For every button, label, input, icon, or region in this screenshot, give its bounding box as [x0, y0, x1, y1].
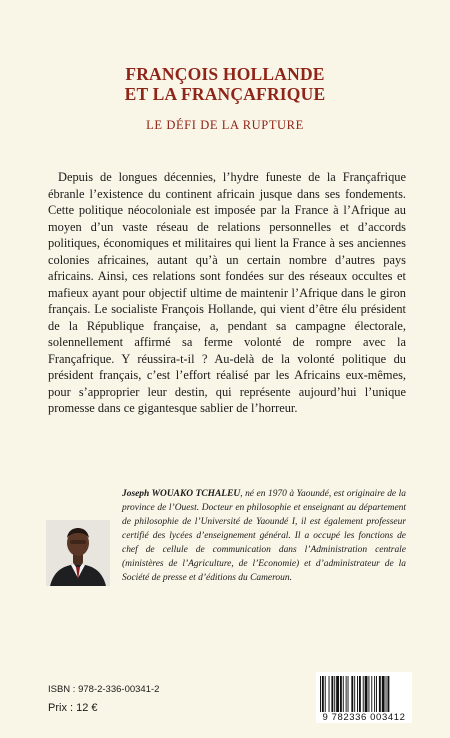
book-title	[0, 64, 450, 104]
book-title-line-1: FRANÇOIS HOLLANDE	[125, 64, 325, 84]
author-photo	[46, 520, 110, 586]
isbn: ISBN : 978-2-336-00341-2	[48, 684, 160, 695]
author-photo-icon	[46, 520, 110, 586]
author-bio	[122, 487, 406, 585]
barcode-icon	[316, 672, 412, 714]
author-bio-text: , né en 1970 à Yaoundé, est originaire de la province de l’Ouest. Docteur en philosophie et enseignant au département de philosophie de l’Université de Yaoundé I, il est également professeur certifié des lycées d’enseignement général. Il a occupé les fonctions de chef de cellule de communication dans l’Administration centrale (ministères de l’Agriculture, de l’Economie) et d’administrateur de la Société de presse et d’éditions du Cameroun.	[122, 489, 407, 583]
barcode-number: 9 782336 003412	[316, 712, 412, 723]
price: Prix : 12 €	[48, 702, 98, 714]
book-subtitle: LE DÉFI DE LA RUPTURE	[146, 118, 304, 132]
book-summary: Depuis de longues décennies, l’hydre funeste de la Françafrique ébranle l’existence du continent africain jusque dans ses fondements. Cette politique néocoloniale est imposée par la France à l’Afrique au moyen d’un vaste réseau de relations personnelles et d’accords politiques, économiques et militaires qui lient la France à ses anciennes colonies africaines, autant qu’à un certain nombre d’autres pays africains. Ainsi, ces relations sont fondées sur des réseaux occultes et mafieux ayant pour objectif ultime de maintenir l’Afrique dans le giron français. Le socialiste François Hollande, qui vient d’être élu président de la République française, a, pendant sa campagne électorale, solennellement affirmé sa ferme volonté de rompre avec la Françafrique. Y réussira-t-il ? Au-delà de la volonté politique du président français, c’est l’effort réalisé par les Africains eux-mêmes, pour s’approprier leur destin, qui représente aujourd’hui l’unique promesse dans ce gigantesque sablier de l’horreur.	[48, 170, 406, 415]
book-title-line-2: ET LA FRANÇAFRIQUE	[124, 84, 326, 104]
author-name: Joseph WOUAKO TCHALEU	[122, 489, 241, 499]
